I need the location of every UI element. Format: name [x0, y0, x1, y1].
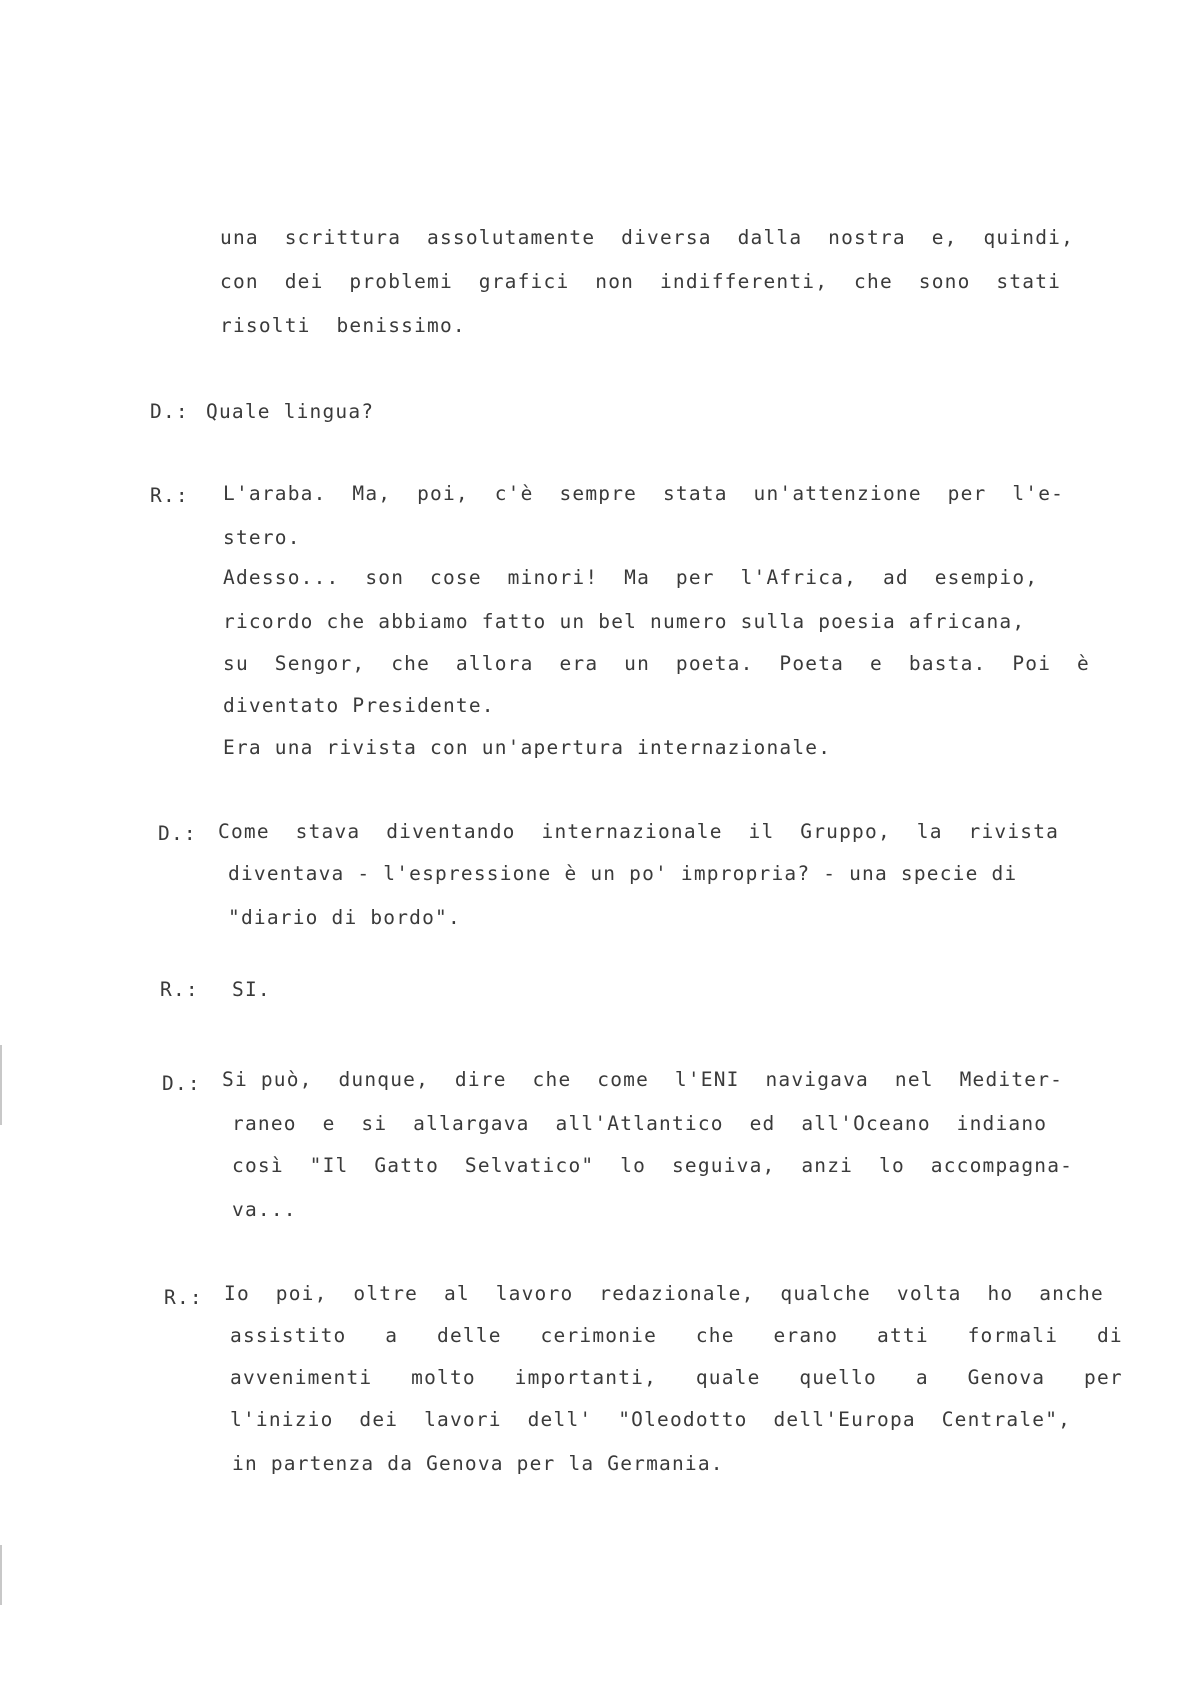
text-line: una scrittura assolutamente diversa dalla nostra e, quindi,	[220, 226, 1075, 249]
text-line: su Sengor, che allora era un poeta. Poeta e basta. Poi è	[223, 652, 1090, 675]
text-line: così "Il Gatto Selvatico" lo seguiva, anzi lo accompagna-	[232, 1154, 1074, 1177]
text-line: stero.	[223, 526, 301, 549]
speaker-label: D.:	[158, 822, 197, 845]
speaker-label: D.:	[162, 1072, 201, 1095]
text-line: l'inizio dei lavori dell' "Oleodotto dell'Europa Centrale",	[230, 1408, 1072, 1431]
text-line: "diario di bordo".	[228, 906, 461, 929]
scan-edge-mark	[0, 1545, 2, 1605]
text-line: Si può, dunque, dire che come l'ENI navigava nel Mediter-	[222, 1068, 1064, 1091]
text-line: diventava - l'espressione è un po' impropria? - una specie di	[228, 862, 1018, 885]
text-line: Come stava diventando internazionale il Gruppo, la rivista	[218, 820, 1060, 843]
text-line: Quale lingua?	[206, 400, 375, 423]
text-line: avvenimenti molto importanti, quale quello a Genova per	[230, 1366, 1123, 1389]
speaker-label: D.:	[150, 400, 189, 423]
text-line: Era una rivista con un'apertura internazionale.	[223, 736, 832, 759]
text-line: ricordo che abbiamo fatto un bel numero sulla poesia africana,	[223, 610, 1026, 633]
text-line: L'araba. Ma, poi, c'è sempre stata un'attenzione per l'e-	[223, 482, 1065, 505]
speaker-label: R.:	[164, 1286, 203, 1309]
text-line: raneo e si allargava all'Atlantico ed all'Oceano indiano	[232, 1112, 1048, 1135]
text-line: va...	[232, 1198, 297, 1221]
text-line: in partenza da Genova per la Germania.	[232, 1452, 724, 1475]
speaker-label: R.:	[150, 484, 189, 507]
text-line: risolti benissimo.	[220, 314, 466, 337]
speaker-label: R.:	[160, 978, 199, 1001]
text-line: Adesso... son cose minori! Ma per l'Africa, ad esempio,	[223, 566, 1039, 589]
scan-edge-mark	[0, 1045, 2, 1125]
text-line: con dei problemi grafici non indifferenti, che sono stati	[220, 270, 1062, 293]
text-line: diventato Presidente.	[223, 694, 495, 717]
text-line: SI.	[232, 978, 271, 1001]
text-line: assistito a delle cerimonie che erano atti formali di	[230, 1324, 1123, 1347]
text-line: Io poi, oltre al lavoro redazionale, qualche volta ho anche	[224, 1282, 1104, 1305]
